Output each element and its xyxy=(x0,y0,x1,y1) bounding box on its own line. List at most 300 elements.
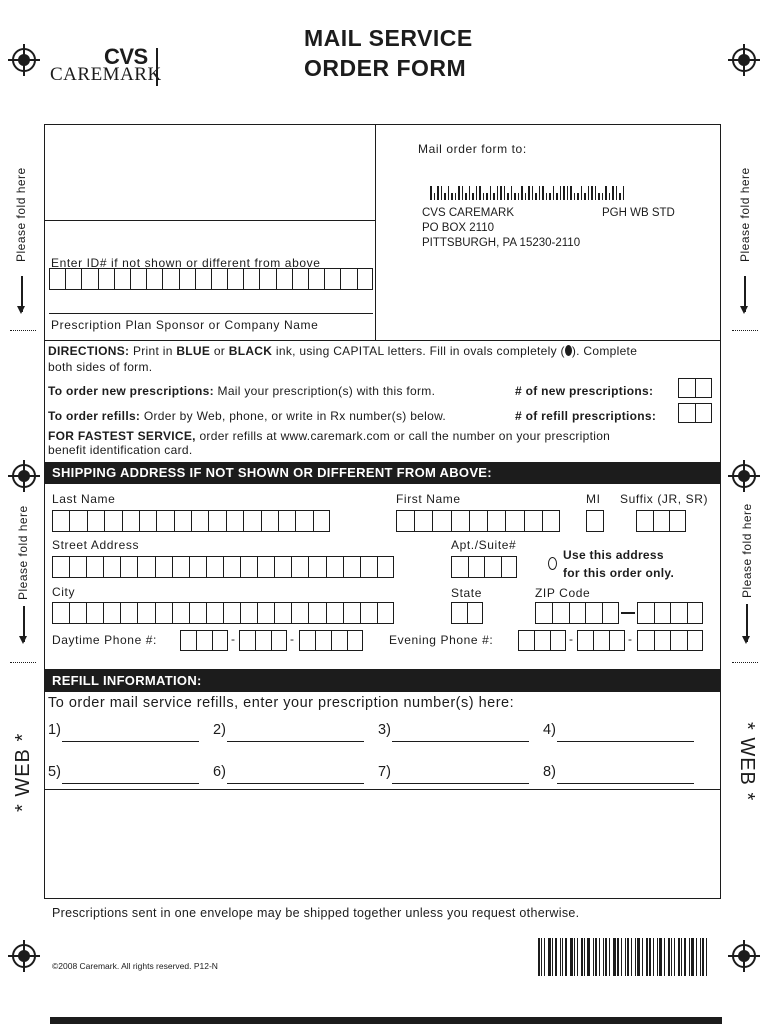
barcode-bar xyxy=(625,938,626,976)
barcode-bar xyxy=(544,938,545,976)
character-box[interactable] xyxy=(670,630,687,651)
character-box[interactable] xyxy=(191,510,208,532)
character-box[interactable] xyxy=(340,268,356,290)
last-name-field[interactable] xyxy=(52,510,330,532)
character-box[interactable] xyxy=(484,556,501,578)
character-box[interactable] xyxy=(261,510,278,532)
character-box[interactable] xyxy=(468,556,485,578)
character-box[interactable] xyxy=(524,510,542,532)
character-box[interactable] xyxy=(227,268,243,290)
character-box[interactable] xyxy=(535,602,552,624)
character-box[interactable] xyxy=(212,630,228,651)
refill-count-field[interactable] xyxy=(678,403,712,423)
character-box[interactable] xyxy=(487,510,505,532)
character-box[interactable] xyxy=(467,602,483,624)
barcode-bar xyxy=(659,938,662,976)
character-box[interactable] xyxy=(654,630,671,651)
barcode-bar xyxy=(497,186,499,200)
fold-label-right-mid: Please fold here xyxy=(740,503,754,598)
character-box[interactable] xyxy=(687,602,704,624)
barcode-bar xyxy=(595,938,597,976)
character-box[interactable] xyxy=(257,556,274,578)
character-box[interactable] xyxy=(189,602,206,624)
fold-line xyxy=(10,330,36,331)
refill-number-label: 8) xyxy=(543,764,556,780)
barcode-bar xyxy=(627,938,629,976)
refill-number-field[interactable] xyxy=(227,783,364,784)
character-box[interactable] xyxy=(206,556,223,578)
character-box[interactable] xyxy=(343,556,360,578)
character-box[interactable] xyxy=(569,602,586,624)
barcode-bar xyxy=(691,938,694,976)
barcode-bar xyxy=(657,938,658,976)
character-box[interactable] xyxy=(360,602,377,624)
barcode-bar xyxy=(671,938,672,976)
character-box[interactable] xyxy=(585,602,602,624)
character-box[interactable] xyxy=(295,510,312,532)
new-rx-count-label: # of new prescriptions: xyxy=(515,384,654,398)
barcode-bar xyxy=(621,938,622,976)
barcode-bar xyxy=(649,938,651,976)
character-box[interactable] xyxy=(274,602,291,624)
barcode-bar xyxy=(696,938,697,976)
address-line3: PITTSBURGH, PA 15230-2110 xyxy=(422,237,581,249)
barcode-bar xyxy=(574,938,575,976)
character-box[interactable] xyxy=(308,556,325,578)
refill-instructions: To order refills: Order by Web, phone, or write in Rx number(s) below. xyxy=(48,409,447,423)
refill-number-field[interactable] xyxy=(557,783,694,784)
character-box[interactable] xyxy=(414,510,432,532)
barcode-bar xyxy=(584,193,586,200)
registration-mark xyxy=(732,48,756,72)
postal-barcode-icon xyxy=(430,182,626,200)
barcode-bar xyxy=(518,193,520,200)
barcode-bar xyxy=(555,938,557,976)
barcode-bar xyxy=(469,186,471,200)
form-title-line2: ORDER FORM xyxy=(304,55,467,81)
address-route-code: PGH WB STD xyxy=(602,207,675,219)
character-box[interactable] xyxy=(602,602,619,624)
evening-phone-label: Evening Phone #: xyxy=(389,633,494,647)
character-box[interactable] xyxy=(469,510,487,532)
character-box[interactable] xyxy=(678,378,695,398)
character-box[interactable] xyxy=(291,602,308,624)
character-box[interactable] xyxy=(278,510,295,532)
barcode-bar xyxy=(462,186,464,200)
character-box[interactable] xyxy=(98,268,114,290)
character-box[interactable] xyxy=(189,556,206,578)
character-box[interactable] xyxy=(139,510,156,532)
barcode-bar xyxy=(437,186,439,200)
state-label: State xyxy=(451,586,483,600)
logo-cvs-text: CVS xyxy=(104,44,148,69)
character-box[interactable] xyxy=(501,556,518,578)
character-box[interactable] xyxy=(255,630,271,651)
character-box[interactable] xyxy=(172,556,189,578)
character-box[interactable] xyxy=(122,510,139,532)
character-box[interactable] xyxy=(243,510,260,532)
barcode-bar xyxy=(674,938,675,976)
daytime-phone-line-field[interactable] xyxy=(299,630,363,651)
next-section-header xyxy=(50,1017,722,1024)
id-number-field[interactable] xyxy=(49,268,373,290)
use-address-text-line2: for this order only. xyxy=(563,566,675,580)
sponsor-name-field[interactable] xyxy=(49,313,373,314)
character-box[interactable] xyxy=(87,510,104,532)
barcode-bar xyxy=(448,186,450,200)
street-address-label: Street Address xyxy=(52,538,140,552)
character-box[interactable] xyxy=(343,602,360,624)
registration-mark xyxy=(12,464,36,488)
use-address-oval[interactable] xyxy=(548,557,557,570)
sponsor-field-label: Prescription Plan Sponsor or Company Name xyxy=(51,318,319,332)
shipping-section-header: SHIPPING ADDRESS IF NOT SHOWN OR DIFFERENT FROM ABOVE: xyxy=(44,462,721,484)
character-box[interactable] xyxy=(451,556,468,578)
refill-number-field[interactable] xyxy=(62,741,199,742)
barcode-bar xyxy=(678,938,680,976)
character-box[interactable] xyxy=(81,268,97,290)
refill-number-label: 5) xyxy=(48,764,61,780)
barcode-bar xyxy=(706,938,707,976)
character-box[interactable] xyxy=(172,602,189,624)
barcode-bar xyxy=(584,938,585,976)
barcode-bar xyxy=(479,186,481,200)
directions-line2: both sides of form. xyxy=(48,360,153,374)
barcode-bar xyxy=(507,193,509,200)
refill-count-label: # of refill prescriptions: xyxy=(515,409,657,423)
barcode-bar xyxy=(563,186,565,200)
character-box[interactable] xyxy=(239,630,255,651)
character-box[interactable] xyxy=(274,556,291,578)
character-box[interactable] xyxy=(291,556,308,578)
barcode-bar xyxy=(525,193,527,200)
barcode-bar xyxy=(434,193,436,200)
barcode-bar xyxy=(702,938,704,976)
zip-code-field[interactable] xyxy=(535,602,619,624)
street-address-field[interactable] xyxy=(52,556,394,578)
fastest-service-line2: benefit identification card. xyxy=(48,443,193,457)
character-box[interactable] xyxy=(226,510,243,532)
character-box[interactable] xyxy=(308,602,325,624)
character-box[interactable] xyxy=(155,602,172,624)
barcode-bar xyxy=(541,938,542,976)
barcode-bar xyxy=(548,938,551,976)
character-box[interactable] xyxy=(326,556,343,578)
barcode-bar xyxy=(441,186,443,200)
barcode-bar xyxy=(581,938,583,976)
character-box[interactable] xyxy=(313,510,330,532)
barcode-bar xyxy=(528,186,530,200)
character-box[interactable] xyxy=(49,268,65,290)
character-box[interactable] xyxy=(678,403,695,423)
character-box[interactable] xyxy=(518,630,534,651)
divider xyxy=(44,220,375,221)
registration-mark xyxy=(732,464,756,488)
barcode-bar xyxy=(493,193,495,200)
character-box[interactable] xyxy=(695,378,712,398)
barcode-bar xyxy=(511,186,513,200)
barcode-bar xyxy=(532,186,534,200)
fold-line xyxy=(732,330,758,331)
character-box[interactable] xyxy=(137,602,154,624)
fold-label-right-top: Please fold here xyxy=(738,167,752,262)
character-box[interactable] xyxy=(636,510,653,532)
phone-dash: - xyxy=(628,632,633,646)
directions-line1: DIRECTIONS: Print in BLUE or BLACK ink, using CAPITAL letters. Fill in ovals completely ( ). Complete xyxy=(48,344,638,358)
character-box[interactable] xyxy=(243,268,259,290)
character-box[interactable] xyxy=(670,602,687,624)
character-box[interactable] xyxy=(299,630,315,651)
character-box[interactable] xyxy=(69,602,86,624)
character-box[interactable] xyxy=(550,630,566,651)
use-address-text-line1: Use this address xyxy=(563,548,664,562)
apt-suite-field[interactable] xyxy=(451,556,517,578)
character-box[interactable] xyxy=(86,602,103,624)
new-rx-count-field[interactable] xyxy=(678,378,712,398)
down-arrow-icon xyxy=(744,276,746,312)
refill-number-label: 1) xyxy=(48,722,61,738)
barcode-bar xyxy=(451,193,453,200)
character-box[interactable] xyxy=(65,268,81,290)
suffix-label: Suffix (JR, SR) xyxy=(620,492,709,506)
barcode-bar xyxy=(560,938,561,976)
middle-initial-field[interactable] xyxy=(586,510,604,532)
barcode-bar xyxy=(455,193,457,200)
barcode-bar xyxy=(560,186,562,200)
character-box[interactable] xyxy=(52,510,69,532)
barcode-bar xyxy=(602,193,604,200)
character-box[interactable] xyxy=(52,556,69,578)
barcode-bar xyxy=(593,938,594,976)
character-box[interactable] xyxy=(104,510,121,532)
fastest-service-line1: FOR FASTEST SERVICE, order refills at www.caremark.com or call the number on your prescription xyxy=(48,429,611,443)
barcode-bar xyxy=(430,186,432,200)
refill-number-field[interactable] xyxy=(557,741,694,742)
character-box[interactable] xyxy=(669,510,686,532)
character-box[interactable] xyxy=(396,510,414,532)
barcode-bar xyxy=(577,193,579,200)
zip-code-label: ZIP Code xyxy=(535,586,591,600)
character-box[interactable] xyxy=(155,556,172,578)
refill-number-field[interactable] xyxy=(62,783,199,784)
daytime-phone-prefix-field[interactable] xyxy=(239,630,287,651)
logo-caremark-text: CAREMARK xyxy=(50,64,162,85)
down-arrow-icon xyxy=(746,604,748,642)
barcode-bar xyxy=(613,938,616,976)
character-box[interactable] xyxy=(552,602,569,624)
phone-dash: - xyxy=(290,632,295,646)
barcode-bar xyxy=(514,193,516,200)
character-box[interactable] xyxy=(687,630,704,651)
barcode-bar xyxy=(637,938,640,976)
down-arrow-icon xyxy=(23,606,25,642)
daytime-phone-area-field[interactable] xyxy=(180,630,228,651)
barcode-bar xyxy=(538,938,540,976)
phone-dash: - xyxy=(569,632,574,646)
character-box[interactable] xyxy=(377,602,394,624)
character-box[interactable] xyxy=(223,556,240,578)
refill-number-field[interactable] xyxy=(227,741,364,742)
state-field[interactable] xyxy=(451,602,483,624)
barcode-bar xyxy=(458,186,460,200)
refill-number-label: 4) xyxy=(543,722,556,738)
character-box[interactable] xyxy=(637,630,654,651)
character-box[interactable] xyxy=(211,268,227,290)
character-box[interactable] xyxy=(259,268,275,290)
character-box[interactable] xyxy=(347,630,363,651)
barcode-bar xyxy=(603,938,604,976)
refill-section-header: REFILL INFORMATION: xyxy=(44,669,721,692)
character-box[interactable] xyxy=(653,510,670,532)
new-rx-instructions: To order new prescriptions: Mail your prescription(s) with this form. xyxy=(48,384,436,398)
address-line2: PO BOX 2110 xyxy=(422,222,495,234)
character-box[interactable] xyxy=(103,602,120,624)
character-box[interactable] xyxy=(292,268,308,290)
character-box[interactable] xyxy=(162,268,178,290)
refill-number-label: 3) xyxy=(378,722,391,738)
barcode-bar xyxy=(623,186,625,200)
character-box[interactable] xyxy=(315,630,331,651)
barcode-bar xyxy=(562,938,563,976)
id-field-label: Enter ID# if not shown or different from above xyxy=(51,256,321,270)
divider xyxy=(44,340,721,341)
zip-separator xyxy=(621,612,635,614)
refill-number-field[interactable] xyxy=(392,783,529,784)
refill-number-field[interactable] xyxy=(392,741,529,742)
mail-to-label: Mail order form to: xyxy=(418,142,527,156)
first-name-field[interactable] xyxy=(396,510,560,532)
barcode-bar xyxy=(570,938,573,976)
address-line1: CVS CAREMARK xyxy=(422,207,515,219)
character-box[interactable] xyxy=(654,602,671,624)
character-box[interactable] xyxy=(114,268,130,290)
evening-phone-line-field[interactable] xyxy=(637,630,703,651)
web-label-left: * WEB * xyxy=(12,732,34,812)
character-box[interactable] xyxy=(52,602,69,624)
character-box[interactable] xyxy=(137,556,154,578)
character-box[interactable] xyxy=(240,556,257,578)
character-box[interactable] xyxy=(120,602,137,624)
barcode-bar xyxy=(605,186,607,200)
down-arrow-icon xyxy=(21,276,23,312)
refill-number-label: 7) xyxy=(378,764,391,780)
character-box[interactable] xyxy=(240,602,257,624)
shipping-note: Prescriptions sent in one envelope may be shipped together unless you request otherwise. xyxy=(52,906,580,920)
character-box[interactable] xyxy=(542,510,560,532)
divider xyxy=(44,789,721,790)
barcode-bar xyxy=(546,193,548,200)
barcode-bar xyxy=(591,186,593,200)
character-box[interactable] xyxy=(324,268,340,290)
character-box[interactable] xyxy=(308,268,324,290)
barcode-bar xyxy=(642,938,643,976)
character-box[interactable] xyxy=(593,630,609,651)
character-box[interactable] xyxy=(156,510,173,532)
barcode-bar xyxy=(598,193,600,200)
character-box[interactable] xyxy=(206,602,223,624)
barcode-bar xyxy=(567,186,569,200)
character-box[interactable] xyxy=(577,630,593,651)
barcode-bar xyxy=(472,193,474,200)
character-box[interactable] xyxy=(174,510,191,532)
character-box[interactable] xyxy=(86,556,103,578)
character-box[interactable] xyxy=(120,556,137,578)
barcode-bar xyxy=(595,186,597,200)
character-box[interactable] xyxy=(146,268,162,290)
barcode-bar xyxy=(574,193,576,200)
character-box[interactable] xyxy=(103,556,120,578)
barcode-bar xyxy=(612,186,614,200)
middle-initial-label: MI xyxy=(586,492,601,506)
character-box[interactable] xyxy=(451,510,469,532)
character-box[interactable] xyxy=(179,268,195,290)
character-box[interactable] xyxy=(276,268,292,290)
character-box[interactable] xyxy=(196,630,212,651)
character-box[interactable] xyxy=(505,510,523,532)
city-field[interactable] xyxy=(52,602,394,624)
barcode-bar xyxy=(444,193,446,200)
registration-mark xyxy=(12,48,36,72)
character-box[interactable] xyxy=(357,268,373,290)
character-box[interactable] xyxy=(534,630,550,651)
barcode-bar xyxy=(465,193,467,200)
character-box[interactable] xyxy=(326,602,343,624)
character-box[interactable] xyxy=(195,268,211,290)
character-box[interactable] xyxy=(223,602,240,624)
last-name-label: Last Name xyxy=(52,492,116,506)
barcode-bar xyxy=(542,186,544,200)
suffix-field[interactable] xyxy=(636,510,686,532)
barcode-bar xyxy=(490,186,492,200)
barcode-bar xyxy=(631,938,632,976)
character-box[interactable] xyxy=(130,268,146,290)
character-box[interactable] xyxy=(432,510,450,532)
filled-oval-icon xyxy=(565,345,572,356)
character-box[interactable] xyxy=(377,556,394,578)
evening-phone-area-field[interactable] xyxy=(518,630,566,651)
character-box[interactable] xyxy=(208,510,225,532)
fold-label-left-mid: Please fold here xyxy=(16,505,30,600)
fold-line xyxy=(10,662,36,663)
character-box[interactable] xyxy=(451,602,467,624)
character-box[interactable] xyxy=(257,602,274,624)
character-box[interactable] xyxy=(695,403,712,423)
barcode-bar xyxy=(599,938,600,976)
character-box[interactable] xyxy=(69,510,86,532)
barcode-bar xyxy=(617,938,619,976)
character-box[interactable] xyxy=(180,630,196,651)
phone-dash: - xyxy=(231,632,236,646)
barcode-bar xyxy=(605,938,607,976)
character-box[interactable] xyxy=(69,556,86,578)
city-label: City xyxy=(52,585,76,599)
character-box[interactable] xyxy=(637,602,654,624)
character-box[interactable] xyxy=(271,630,287,651)
character-box[interactable] xyxy=(586,510,604,532)
barcode-bar xyxy=(581,186,583,200)
zip-plus4-field[interactable] xyxy=(637,602,703,624)
registration-mark xyxy=(732,944,756,968)
character-box[interactable] xyxy=(360,556,377,578)
barcode-bar xyxy=(609,938,610,976)
web-label-right: * WEB * xyxy=(736,722,758,802)
barcode-bar xyxy=(635,938,636,976)
barcode-bar xyxy=(521,186,523,200)
evening-phone-prefix-field[interactable] xyxy=(577,630,625,651)
character-box[interactable] xyxy=(609,630,625,651)
barcode-bar xyxy=(483,193,485,200)
character-box[interactable] xyxy=(331,630,347,651)
